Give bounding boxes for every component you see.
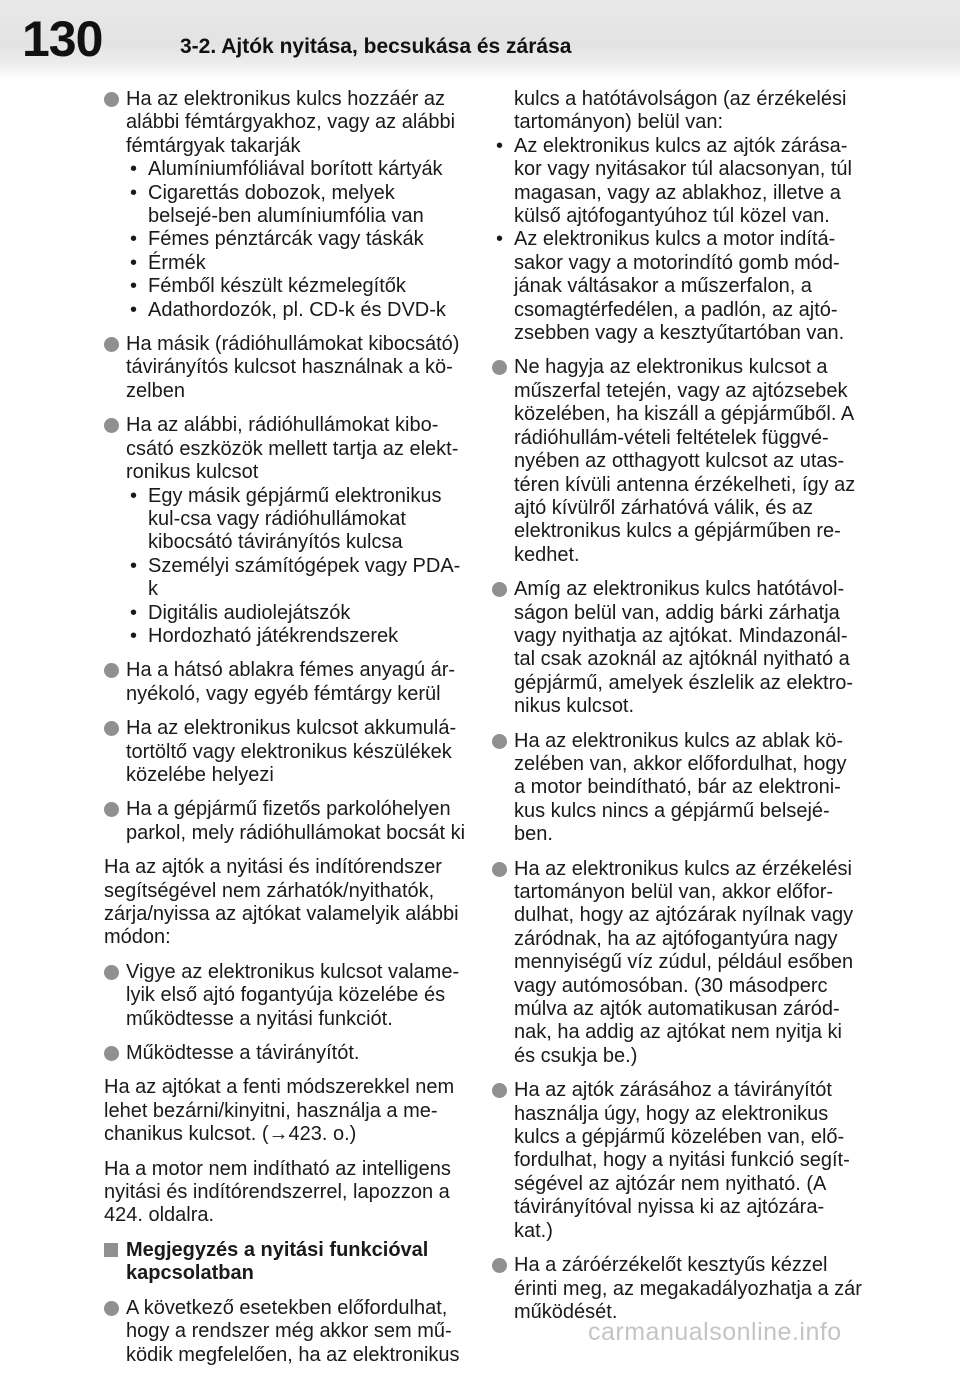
paragraph: Ha az ajtókat a fenti módszerekkel nem lehet bezárni/kinyitni, használja a me-chanikus kulcsot. (→423. o.) [104, 1076, 455, 1146]
continued-text [492, 88, 862, 345]
sub-list-item: • Fémes pénztárcák vagy táskák [126, 228, 470, 251]
sub-list-item: • Egy másik gépjármű elektronikus kul-csa vagy rádióhullámokat kibocsátó távirányítós kulcsa [126, 485, 470, 555]
page-number: 130 [22, 11, 103, 67]
bullet-item: Vigye az elektronikus kulcsot valame-lyik első ajtó fogantyúja közelébe és működtesse a nyitási funkciót. [104, 961, 470, 1031]
paragraph: Ha a motor nem indítható az intelligens nyitási és indítórendszerrel, lapozzon a 424. oldalra. [104, 1157, 451, 1227]
bullet-text: Ha az alábbi, rádióhullámokat kibo-csátó eszközök mellett tartja az elekt-ronikus kulcsot [126, 414, 459, 484]
bullet-item: Ha a hátsó ablakra fémes anyagú ár-nyékoló, vagy egyéb fémtárgy kerül [104, 659, 470, 706]
bullet-item: Ha az elektronikus kulcs az ablak kö-zelében van, akkor előfordulhat, hogy a motor beindítható, bár az elektroni-kus kulcs nincs a gépjármű belsejé-ben. [492, 730, 862, 847]
bullet-item: Ha az ajtók zárásához a távirányítót használja úgy, hogy az elektronikus kulcs a gépjármű közelében van, elő-fordulhat, hogy a nyitási funkció segít-ségével az ajtózár nem nyitható. (A távirányítóval nyissa ki az ajtózára-kat.) [492, 1079, 862, 1243]
bullet-item: Ha másik (rádióhullámokat kibocsátó) távirányítós kulcsot használnak a kö-zelben [104, 333, 470, 403]
bullet-item: A következő esetekben előfordulhat, hogy a rendszer még akkor sem mű-ködik megfelelően, ha az elektronikus [104, 1297, 470, 1367]
sub-list-item: • Digitális audiolejátszók [126, 602, 470, 625]
left-column [104, 88, 470, 1378]
bullet-item [104, 414, 470, 648]
sub-list-item: • Alumíniumfóliával borított kártyák [126, 158, 470, 181]
right-column [492, 88, 862, 1335]
bullet-item: Ha a záróérzékelőt kesztyűs kézzel érinti meg, az megakadályozhatja a zár működését. [492, 1254, 862, 1324]
sub-list-item: • Adathordozók, pl. CD-k és DVD-k [126, 299, 470, 322]
bullet-item: Ne hagyja az elektronikus kulcsot a műszerfal tetején, vagy az ajtózsebek közelében, ha kiszáll a gépjárműből. A rádióhullám-vételi feltételek függvé-nyében az otthagyott kulcsot az utas-téren kívüli antenna érzékelheti, így az ajtó kívülről zárhatóvá válik, és az elektronikus kulcs a gépjárműben re-kedhet. [492, 356, 862, 567]
sub-list-item: • Az elektronikus kulcs az ajtók zárása-kor vagy nyitásakor túl alacsonyan, túl magasan, vagy az ablakhoz, illetve a külső ajtófogantyúhoz túl közel van. [492, 135, 862, 229]
sub-list-item: • Érmék [126, 252, 470, 275]
sub-list-item: • Az elektronikus kulcs a motor indítá-sakor vagy a motorindító gomb mód-jának váltásakor a műszerfalon, a csomagtérfedélen, a padlón, az ajtó-zsebben vagy a kesztyűtartóban van. [492, 228, 862, 345]
paragraph: Ha az ajtók a nyitási és indítórendszer segítségével nem zárhatók/nyithatók, zárja/nyissa az ajtókat valamelyik alábbi módon: [104, 856, 459, 949]
watermark: carmanualsonline.info [588, 1318, 842, 1346]
bullet-item [104, 88, 470, 322]
sub-list [492, 135, 862, 346]
sub-list [126, 485, 470, 649]
bullet-item: Működtesse a távirányítót. [104, 1042, 470, 1065]
sub-list [126, 158, 470, 322]
section-heading: Megjegyzés a nyitási funkcióval kapcsolatban [104, 1239, 470, 1286]
sub-list-item: • Személyi számítógépek vagy PDA-k [126, 555, 470, 602]
bullet-item: Ha az elektronikus kulcsot akkumulá-tortöltő vagy elektronikus készülékek közelébe helyezi [104, 717, 470, 787]
bullet-text: Ha az elektronikus kulcs hozzáér az alábbi fémtárgyakhoz, vagy az alábbi fémtárgyak takarják [126, 88, 456, 157]
bullet-item: Ha a gépjármű fizetős parkolóhelyen parkol, mely rádióhullámokat bocsát ki [104, 798, 470, 845]
sub-list-item: • Fémből készült kézmelegítők [126, 275, 470, 298]
bullet-item: Amíg az elektronikus kulcs hatótávol-ságon belül van, addig bárki zárhatja vagy nyithatja az ajtókat. Mindazonál-tal csak azoknál az ajtóknál nyitható a gépjármű, amelyek észlelik az elektro-nikus kulcsot. [492, 578, 862, 718]
continued-paragraph: kulcs a hatótávolságon (az érzékelési tartományon) belül van: [514, 88, 847, 134]
sub-list-item: • Cigarettás dobozok, melyek belsejé-ben alumíniumfólia van [126, 182, 470, 229]
sub-list-item: • Hordozható játékrendszerek [126, 625, 470, 648]
bullet-item: Ha az elektronikus kulcs az érzékelési tartományon belül van, akkor előfor-dulhat, hogy az ajtózárak nyílnak vagy záródnak, ha az ajtófogantyúra nagy mennyiségű víz zúdul, például esőben vagy autómosóban. (30 másodperc múlva az ajtók automatikusan záród-nak, ha addig az ajtókat nem nyitja ki és csukja be.) [492, 858, 862, 1069]
section-title: 3-2. Ajtók nyitása, becsukása és zárása [180, 35, 572, 58]
